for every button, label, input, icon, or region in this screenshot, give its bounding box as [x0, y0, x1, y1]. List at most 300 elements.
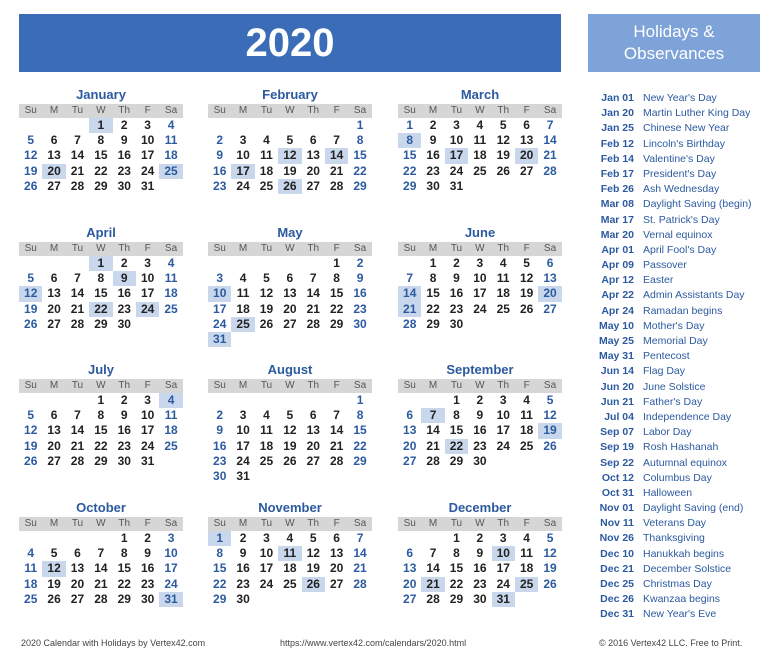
empty-cell [208, 256, 231, 271]
holiday-name: Memorial Day [643, 335, 708, 347]
day-cell: 9 [453, 271, 460, 286]
holiday-name: Flag Day [643, 365, 686, 378]
day-cell: 11 [164, 271, 178, 286]
day-cell: 26 [278, 179, 301, 194]
day-cell: 3 [216, 271, 224, 286]
weekday-label: Su [403, 243, 416, 254]
day-cell: 24 [213, 316, 227, 331]
holiday-row [588, 592, 768, 607]
footer-url[interactable]: https://www.vertex42.com/calendars/2020.html [280, 638, 467, 648]
weekday-label: F [144, 243, 151, 254]
day-cell: 27 [306, 178, 320, 193]
day-cell: 25 [24, 591, 38, 606]
weekday-header [208, 517, 372, 531]
holiday-name: Halloween [643, 486, 693, 499]
day-cell: 25 [159, 164, 182, 179]
day-cell: 18 [259, 163, 274, 178]
holiday-row [588, 471, 768, 486]
day-grid [19, 118, 183, 194]
day-cell: 3 [263, 531, 270, 545]
day-cell: 11 [520, 408, 533, 423]
day-cell: 12 [543, 546, 557, 561]
day-cell: 23 [473, 438, 487, 453]
weekday-label: F [144, 105, 151, 116]
day-cell: 15 [426, 286, 440, 301]
day-cell: 12 [24, 148, 38, 163]
holiday-row [588, 425, 768, 440]
day-cell: 3 [144, 118, 151, 132]
day-cell: 17 [164, 561, 178, 576]
day-cell: 19 [24, 301, 38, 316]
weekday-label: Tu [260, 243, 273, 254]
weekday-label: M [428, 380, 438, 391]
day-cell: 24 [164, 576, 178, 591]
holiday-date: Jun 21 [600, 395, 634, 408]
empty-cell [398, 531, 421, 546]
weekday-label: Tu [260, 380, 273, 391]
day-cell: 30 [473, 453, 487, 468]
day-cell: 27 [47, 453, 61, 468]
day-cell: 26 [496, 163, 510, 178]
day-cell: 13 [543, 271, 557, 286]
holiday-row [588, 152, 768, 167]
holiday-name: Autumnal equinox [643, 456, 728, 469]
day-cell: 28 [426, 591, 440, 606]
day-cell: 11 [260, 423, 273, 438]
weekday-header [208, 242, 372, 256]
day-cell: 29 [213, 591, 227, 606]
day-cell: 5 [286, 408, 294, 423]
day-cell: 16 [473, 423, 487, 438]
weekday-label: Th [118, 518, 131, 529]
holiday-name: Ramadan begins [643, 304, 723, 317]
empty-cell [89, 531, 112, 546]
day-cell: 12 [283, 423, 297, 438]
weekday-label: Tu [450, 243, 463, 254]
day-cell: 8 [429, 271, 437, 286]
weekday-label: F [144, 518, 151, 529]
day-cell: 23 [117, 301, 131, 316]
day-cell: 5 [50, 546, 58, 561]
holiday-row [588, 273, 768, 288]
day-cell: 24 [473, 301, 487, 316]
day-cell: 8 [453, 546, 460, 561]
empty-cell [278, 393, 301, 408]
day-cell: 2 [216, 408, 224, 423]
day-cell: 21 [70, 301, 85, 316]
day-cell: 4 [286, 531, 294, 545]
day-cell: 16 [449, 286, 464, 301]
weekday-label: Su [24, 518, 37, 529]
day-cell: 25 [164, 301, 178, 316]
day-cell: 15 [403, 148, 417, 163]
holiday-row [588, 562, 768, 577]
weekday-label: Su [24, 105, 37, 116]
day-cell: 30 [426, 178, 440, 193]
day-cell: 20 [538, 286, 561, 301]
empty-cell [19, 118, 42, 133]
holiday-date: May 10 [598, 319, 634, 332]
day-cell: 11 [24, 561, 38, 576]
day-cell: 4 [523, 393, 530, 407]
day-cell: 2 [429, 118, 437, 132]
day-cell: 8 [97, 133, 105, 148]
holiday-row [588, 304, 768, 319]
day-cell: 24 [140, 438, 155, 453]
weekday-label: W [96, 380, 106, 391]
day-cell: 11 [260, 148, 273, 163]
day-cell: 29 [449, 591, 464, 606]
day-cell: 20 [47, 438, 61, 453]
day-cell: 17 [140, 148, 155, 163]
day-cell: 29 [449, 453, 464, 468]
day-cell: 24 [236, 453, 250, 468]
day-cell: 21 [306, 301, 320, 316]
day-grid [398, 118, 562, 194]
empty-cell [19, 393, 42, 408]
holiday-row [588, 456, 768, 471]
day-cell: 1 [89, 118, 112, 133]
day-cell: 9 [216, 148, 224, 163]
footer-credit: 2020 Calendar with Holidays by Vertex42.com [21, 638, 206, 648]
day-cell: 25 [515, 577, 538, 592]
weekday-label: Tu [71, 518, 84, 529]
holiday-row [588, 182, 768, 197]
empty-cell [42, 393, 65, 408]
day-cell: 7 [74, 133, 81, 148]
day-cell: 12 [259, 286, 274, 301]
weekday-label: Su [403, 105, 416, 116]
weekday-label: Sa [353, 518, 367, 529]
day-cell: 12 [42, 561, 65, 576]
holiday-name: Vernal equinox [643, 228, 713, 241]
day-cell: 29 [426, 316, 440, 331]
day-cell: 18 [164, 148, 178, 163]
day-cell: 17 [496, 423, 510, 438]
day-cell: 19 [259, 301, 274, 316]
holiday-date: Jun 14 [600, 365, 634, 378]
day-cell: 9 [216, 423, 224, 438]
day-grid [398, 393, 562, 469]
weekday-label: Su [24, 380, 37, 391]
empty-cell [42, 531, 65, 546]
day-cell: 23 [449, 301, 464, 316]
holiday-row [588, 121, 768, 136]
day-cell: 16 [473, 561, 487, 576]
day-cell: 19 [24, 163, 38, 178]
month-march [398, 88, 562, 194]
weekday-label: M [238, 518, 248, 529]
day-cell: 6 [74, 546, 81, 561]
day-cell: 6 [406, 408, 414, 423]
weekday-label: W [96, 243, 106, 254]
holiday-date: May 31 [598, 350, 634, 363]
weekday-label: Th [497, 243, 510, 254]
day-cell: 10 [259, 546, 274, 561]
day-cell: 26 [543, 438, 557, 453]
holiday-date: Dec 10 [600, 547, 634, 560]
empty-cell [398, 256, 421, 271]
holiday-date: Jan 20 [601, 107, 634, 120]
holidays-header [588, 14, 760, 72]
day-cell: 28 [329, 178, 344, 193]
weekday-label: Tu [450, 380, 463, 391]
day-cell: 30 [449, 316, 464, 331]
holiday-list [588, 91, 768, 623]
day-cell: 25 [473, 163, 487, 178]
day-grid [208, 393, 372, 484]
holiday-name: December Solstice [643, 562, 732, 575]
day-cell: 24 [449, 163, 464, 178]
day-cell: 14 [426, 423, 440, 438]
day-cell: 1 [356, 393, 364, 407]
holiday-name: Kwanzaa begins [643, 593, 721, 606]
holiday-date: Dec 21 [600, 562, 634, 575]
holiday-date: Apr 24 [601, 304, 634, 317]
day-cell: 18 [236, 301, 250, 316]
day-cell: 16 [117, 148, 131, 163]
day-cell: 2 [144, 531, 151, 545]
day-cell: 19 [306, 561, 320, 576]
holiday-row [588, 349, 768, 364]
day-cell: 31 [236, 468, 250, 483]
holiday-row [588, 440, 768, 455]
holiday-row [588, 213, 768, 228]
day-cell: 4 [159, 393, 182, 408]
day-cell: 16 [236, 561, 250, 576]
holiday-name: Veterans Day [643, 517, 707, 530]
empty-cell [255, 256, 278, 271]
empty-cell [42, 118, 65, 133]
day-cell: 30 [140, 591, 155, 606]
holiday-row [588, 228, 768, 243]
day-cell: 3 [144, 256, 151, 270]
day-cell: 23 [353, 301, 367, 316]
day-cell: 10 [140, 133, 155, 148]
day-cell: 23 [213, 178, 227, 193]
day-cell: 15 [329, 286, 344, 301]
holiday-row [588, 547, 768, 562]
empty-cell [231, 118, 254, 133]
day-cell: 9 [144, 546, 151, 561]
day-cell: 26 [47, 591, 61, 606]
holiday-date: Jan 01 [601, 92, 634, 104]
weekday-label: Th [118, 105, 131, 116]
day-cell: 5 [546, 531, 554, 545]
day-cell: 8 [398, 133, 421, 148]
day-cell: 9 [476, 546, 484, 561]
day-cell: 17 [231, 164, 254, 179]
month-title: October [76, 500, 126, 515]
day-cell: 26 [543, 576, 557, 591]
month-august [208, 363, 372, 484]
day-cell: 26 [24, 178, 38, 193]
month-title: May [277, 225, 303, 240]
day-cell: 28 [543, 163, 557, 178]
day-cell: 3 [239, 408, 247, 423]
day-cell: 8 [356, 133, 364, 148]
weekday-label: Th [118, 380, 131, 391]
weekday-label: W [285, 105, 295, 116]
day-cell: 25 [164, 438, 178, 453]
holiday-name: New Year's Eve [643, 608, 717, 621]
month-december [398, 501, 562, 607]
month-october [19, 501, 183, 607]
day-cell: 12 [24, 423, 38, 438]
day-cell: 9 [356, 271, 364, 286]
day-cell: 20 [403, 438, 417, 453]
holiday-date: Apr 09 [601, 259, 634, 272]
day-cell: 19 [496, 148, 510, 163]
day-cell: 23 [213, 453, 227, 468]
day-cell: 18 [164, 286, 178, 301]
day-cell: 31 [492, 592, 515, 607]
day-cell: 6 [50, 408, 58, 423]
weekday-label: Su [403, 518, 416, 529]
day-cell: 25 [259, 178, 274, 193]
day-cell: 10 [496, 408, 510, 423]
day-cell: 28 [306, 316, 320, 331]
day-cell: 10 [208, 286, 231, 301]
day-cell: 11 [278, 546, 301, 561]
day-cell: 18 [473, 148, 487, 163]
day-cell: 20 [42, 164, 65, 179]
day-cell: 12 [19, 286, 42, 301]
day-cell: 4 [167, 256, 175, 270]
holiday-date: Dec 25 [600, 578, 634, 590]
day-cell: 27 [306, 453, 320, 468]
day-cell: 21 [70, 438, 85, 453]
empty-cell [398, 393, 421, 408]
day-cell: 6 [286, 271, 294, 286]
day-cell: 15 [94, 148, 108, 163]
weekday-label: W [285, 518, 295, 529]
holiday-row [588, 380, 768, 395]
weekday-label: Th [497, 105, 510, 116]
day-cell: 22 [426, 301, 440, 316]
empty-cell [302, 118, 325, 133]
day-cell: 2 [476, 393, 484, 407]
day-cell: 5 [263, 271, 270, 286]
day-cell: 24 [259, 576, 274, 591]
weekday-label: M [238, 380, 248, 391]
day-cell: 6 [50, 271, 58, 286]
day-cell: 22 [353, 163, 367, 178]
day-cell: 27 [47, 316, 61, 331]
holiday-row [588, 334, 768, 349]
day-cell: 17 [445, 148, 468, 163]
day-cell: 8 [453, 408, 460, 423]
day-cell: 7 [333, 408, 340, 423]
day-cell: 19 [543, 561, 557, 576]
day-cell: 20 [403, 576, 417, 591]
day-cell: 17 [140, 423, 155, 438]
holiday-name: Pentecost [643, 350, 690, 363]
day-cell: 8 [216, 546, 224, 561]
day-cell: 29 [94, 453, 108, 468]
weekday-label: Tu [450, 518, 463, 529]
day-cell: 13 [403, 561, 417, 576]
day-cell: 10 [140, 408, 155, 423]
day-grid [19, 256, 183, 332]
day-grid [208, 256, 372, 347]
day-cell: 18 [259, 438, 274, 453]
holiday-row [588, 106, 768, 121]
day-cell: 2 [120, 256, 128, 270]
day-cell: 11 [164, 408, 178, 423]
holiday-name: Mother's Day [643, 319, 705, 332]
month-january [19, 88, 183, 194]
weekday-header [19, 242, 183, 256]
day-cell: 6 [546, 256, 554, 270]
weekday-header [19, 517, 183, 531]
holiday-date: Apr 01 [601, 243, 634, 256]
weekday-label: Su [403, 380, 416, 391]
day-cell: 17 [496, 561, 510, 576]
day-cell: 1 [333, 256, 340, 270]
holiday-row [588, 137, 768, 152]
day-cell: 31 [449, 178, 464, 193]
day-cell: 15 [449, 561, 464, 576]
day-cell: 29 [353, 178, 367, 193]
day-cell: 28 [70, 316, 85, 331]
day-cell: 6 [406, 546, 414, 561]
day-cell: 13 [70, 561, 85, 576]
empty-cell [231, 256, 254, 271]
day-cell: 24 [496, 438, 510, 453]
day-cell: 3 [167, 531, 175, 545]
day-cell: 7 [546, 118, 554, 132]
holiday-date: Apr 22 [601, 289, 634, 302]
holiday-date: Sep 07 [600, 426, 634, 439]
day-cell: 12 [543, 408, 557, 423]
holiday-row [588, 531, 768, 546]
weekday-label: Su [213, 105, 226, 116]
day-cell: 7 [74, 408, 81, 423]
weekday-label: M [49, 380, 59, 391]
day-cell: 23 [236, 576, 250, 591]
day-cell: 30 [117, 453, 131, 468]
day-cell: 12 [306, 546, 320, 561]
holiday-date: Sep 22 [600, 456, 634, 469]
empty-cell [325, 393, 348, 408]
weekday-label: Th [307, 243, 320, 254]
day-cell: 15 [353, 148, 367, 163]
day-cell: 2 [120, 393, 128, 407]
holiday-row [588, 516, 768, 531]
month-title: June [464, 225, 496, 240]
holiday-name: Easter [643, 274, 674, 287]
day-cell: 28 [329, 453, 344, 468]
weekday-label: W [475, 105, 485, 116]
day-cell: 6 [309, 408, 317, 423]
empty-cell [278, 256, 301, 271]
weekday-label: W [285, 380, 295, 391]
weekday-label: M [238, 105, 248, 116]
day-cell: 2 [453, 256, 460, 270]
day-cell: 24 [236, 178, 250, 193]
day-cell: 22 [117, 576, 131, 591]
day-cell: 22 [445, 439, 468, 454]
day-cell: 18 [519, 561, 534, 576]
empty-cell [66, 118, 89, 133]
day-cell: 2 [216, 133, 224, 148]
holiday-name: June Solstice [643, 380, 706, 393]
year-banner: 2020 [19, 14, 561, 72]
day-cell: 14 [329, 423, 344, 438]
holidays-header-line2: Observances [623, 44, 725, 63]
weekday-label: W [285, 243, 295, 254]
